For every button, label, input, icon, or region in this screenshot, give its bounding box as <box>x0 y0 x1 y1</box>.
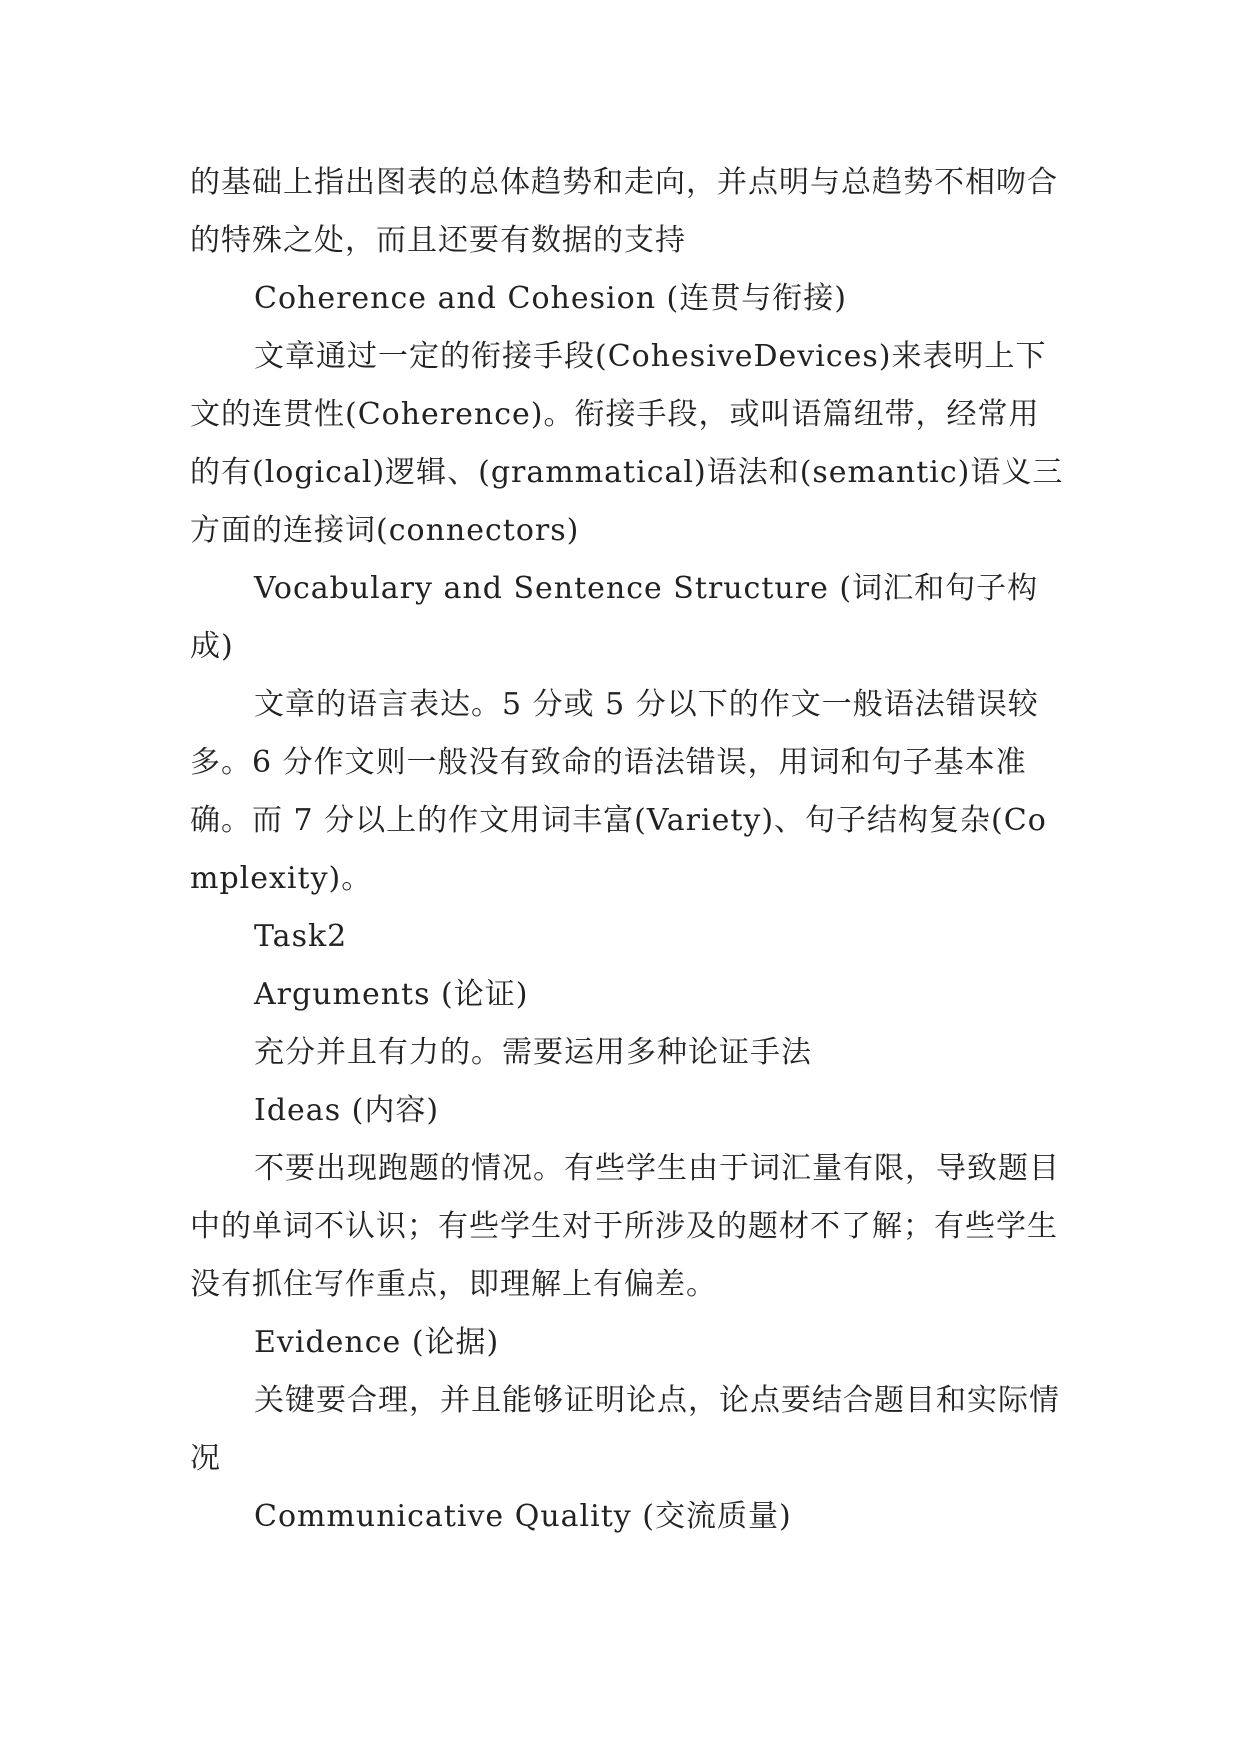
paragraph-language-expression: 文章的语言表达。5 分或 5 分以下的作文一般语法错误较多。6 分作文则一般没有致命的语法错误，用词和句子基本准确。而 7 分以上的作文用词丰富(Variety)、句子结构复杂(Complexity)。 <box>190 687 1047 896</box>
paragraph-cohesive-devices: 文章通过一定的衔接手段(CohesiveDevices)来表明上下文的连贯性(Coherence)。衔接手段，或叫语篇纽带，经常用的有(logical)逻辑、(grammatical)语法和(semantic)语义三方面的连接词(connectors) <box>190 339 1064 548</box>
paragraph-chart-trend: 的基础上指出图表的总体趋势和走向，并点明与总趋势不相吻合的特殊之处，而且还要有数据的支持 <box>190 165 1058 258</box>
heading-coherence-cohesion: Coherence and Cohesion (连贯与衔接) <box>254 281 847 316</box>
heading-vocabulary-sentence-structure: Vocabulary and Sentence Structure (词汇和句子构成) <box>190 571 1039 664</box>
paragraph-ideas: 不要出现跑题的情况。有些学生由于词汇量有限，导致题目中的单词不认识；有些学生对于所涉及的题材不了解；有些学生没有抓住写作重点，即理解上有偏差。 <box>190 1151 1060 1302</box>
heading-communicative-quality: Communicative Quality (交流质量) <box>254 1499 792 1534</box>
heading-ideas: Ideas (内容) <box>254 1093 440 1128</box>
paragraph-arguments: 充分并且有力的。需要运用多种论证手法 <box>254 1035 812 1070</box>
heading-evidence: Evidence (论据) <box>254 1325 500 1360</box>
heading-task2: Task2 <box>254 919 348 954</box>
paragraph-evidence: 关键要合理，并且能够证明论点，论点要结合题目和实际情况 <box>190 1383 1060 1476</box>
heading-arguments: Arguments (论证) <box>254 977 529 1012</box>
document-body <box>190 154 1070 1546</box>
